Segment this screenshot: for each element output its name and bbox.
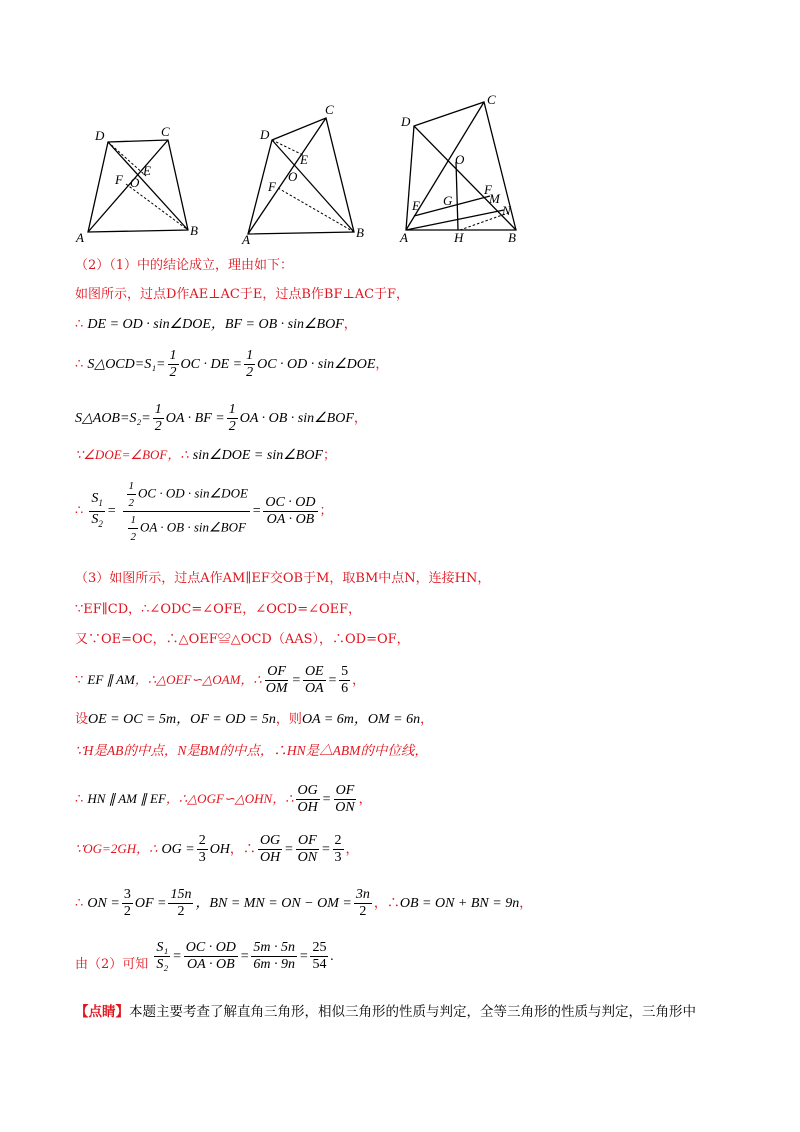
fraction-oc-od: $\frac{OC \cdot OD}{OA \cdot OB}$: [265, 495, 316, 527]
frac-num: 1: [169, 348, 177, 363]
frac-den: 2: [154, 419, 162, 434]
fig3-label-c: C: [487, 92, 496, 107]
frac-num: 1: [246, 348, 254, 363]
punct: ，: [420, 712, 434, 727]
punct: .: [330, 949, 334, 964]
punct: ；: [322, 448, 336, 463]
fig1-label-d: D: [95, 128, 105, 143]
punct: ，: [345, 842, 359, 857]
similar-statement: ，∴△OEF∽△OAM，∴: [134, 672, 262, 687]
fraction: $\frac{\text{S₁}}{\text{S₂}}$: [156, 940, 169, 972]
line-on-bn-ob: [75, 887, 532, 920]
from-part2-text: 由（2）可知: [75, 957, 149, 972]
math-on: ON =: [87, 896, 120, 911]
fraction: $\frac{OC \cdot OD}{OA \cdot OB}$: [185, 940, 236, 972]
fraction: $\frac{3n}{2}$: [355, 887, 370, 919]
line-part2-heading: （2）（1）中的结论成立，理由如下：: [75, 258, 294, 273]
punct: ，: [343, 317, 357, 332]
fig3-label-d: D: [401, 114, 411, 129]
summary-note: [75, 1000, 696, 1020]
because-symbol: ∵: [75, 673, 84, 688]
fraction-half: [153, 402, 164, 435]
figure-1: [75, 124, 198, 245]
fraction-half: [168, 348, 179, 381]
fraction: $\frac{OG}{OH}$: [297, 783, 318, 815]
fig2-label-d: D: [260, 127, 270, 142]
fig2-label-o: O: [288, 169, 298, 184]
big-num-text: OC · OD · sin∠DOE: [138, 485, 248, 501]
frac-num: 1: [154, 402, 162, 417]
fraction-s1-s2: $\frac{S_1}{S_2}$: [91, 491, 103, 529]
fraction: $\frac{2}{3}$: [334, 833, 342, 865]
fig3-label-f: F: [484, 182, 492, 197]
fraction: $\frac{15n}{2}$: [170, 887, 192, 919]
note-text: 本题主要考查了解直角三角形，相似三角形的性质与判定，全等三角形的性质与判定，三角形中: [129, 1004, 696, 1020]
fig1-label-a: A: [76, 230, 84, 245]
figures-svg: [70, 92, 550, 252]
punct: ，: [352, 673, 366, 688]
math-of: OF =: [134, 896, 167, 911]
line-construction: 如图所示，过点D作AE⊥AC于E，过点B作BF⊥AC于F，: [75, 287, 410, 302]
figure-3: [399, 92, 516, 245]
fraction: $\frac{OF}{OM}$: [265, 664, 288, 696]
math-bn: ，BN = MN = ON − OM =: [195, 896, 352, 911]
fraction-half: [244, 348, 255, 381]
fraction-big-ratio: [123, 478, 250, 545]
fig1-label-f: F: [115, 172, 123, 187]
math-s2-label: S△AOB=S₂=: [75, 411, 151, 426]
line-sine-relations: [75, 316, 357, 334]
fraction: $\frac{5m \cdot 5n}{6m \cdot 9n}$: [253, 940, 295, 972]
line-area-s2: [75, 402, 367, 435]
math-set-2: OA = 6m，OM = 6n: [301, 712, 421, 727]
fig3-label-b: B: [508, 230, 516, 245]
math-oa-ob-sin: OA · OB · sin∠BOF: [239, 411, 354, 426]
line-equal-angles: [75, 446, 336, 465]
therefore-symbol: ∴: [75, 503, 84, 519]
frac-den: 2: [246, 365, 254, 380]
math-hn-am-ef: HN ∥ AM ∥ EF: [87, 791, 166, 806]
fig2-label-f: F: [268, 179, 276, 194]
math-oc-de: OC · DE =: [180, 357, 243, 372]
frac-den: 2: [169, 365, 177, 380]
math-oa-bf: OA · BF =: [165, 411, 225, 426]
big-num: $\frac{1}{2}$ OC · OD · sin∠DOE: [123, 478, 250, 512]
frac-den: 2: [228, 419, 236, 434]
set-text: 设: [75, 712, 89, 727]
fig2-label-e: E: [300, 152, 308, 167]
fraction: $\frac{OG}{OH}$: [259, 833, 281, 865]
line-og-ratio: ∵OG=2GH，∴ OG = $\frac{2}{3}$ OH，∴ $\frac{OG}{OH}$ = $\frac{OF}{ON}$ = $\frac{2}{3}$ ，: [75, 833, 359, 865]
math-sin-equal: sin∠DOE = sin∠BOF: [192, 448, 323, 463]
math-set-1: OE = OC = 5m，OF = OD = 5n: [88, 712, 276, 727]
fig3-label-m: M: [489, 191, 500, 206]
fig1-label-e: E: [143, 163, 151, 178]
fig3-label-a: A: [400, 230, 408, 245]
fraction: $\frac{OF}{ON}$: [335, 783, 355, 815]
math-s1-label: S△OCD=S₁=: [87, 357, 166, 372]
therefore-symbol: ∴: [75, 792, 84, 807]
math-ob: OB = ON + BN = 9n: [399, 896, 520, 911]
line-similar-oam: ∵ EF ∥ AM，∴△OEF∽△OAM，∴ $\frac{OF}{OM}$ = $\frac{OE}{OA}$ = $\frac{5}{6}$ ，: [75, 664, 366, 696]
figure-2: [241, 102, 364, 247]
line-midline: ∵H是AB的中点，N是BM的中点，∴HN是△ABM的中位线，: [75, 743, 428, 758]
line-set-variables: [75, 711, 433, 729]
punct: ，: [353, 411, 367, 426]
therefore-text: ，∴: [229, 842, 256, 857]
fig1-label-b: B: [190, 223, 198, 238]
fraction-half: [227, 402, 238, 435]
line-congruent: 又∵OE=OC，∴△OEF≌△OCD（AAS），∴OD=OF，: [75, 632, 410, 647]
punct: ；: [319, 503, 333, 519]
line-ratio: ∴ $\frac{S_1}{S_2}$ = $\frac{1}{2}$ OC · OD · sin∠DOE $\frac{1}{2}$ OA · OB · sin∠BOF = $\frac{OC \cdot OD}{OA \cdot OB}$ ；: [75, 480, 333, 543]
fig2-label-c: C: [325, 102, 334, 117]
therefore-symbol: ∴: [75, 317, 84, 332]
then-text: ，则: [275, 712, 302, 727]
therefore-text: ，∴: [373, 896, 400, 911]
equal-angle-statement: ∵∠DOE=∠BOF，∴: [75, 447, 189, 462]
fig3-label-n: N: [502, 203, 511, 218]
line-area-s1: [75, 348, 388, 381]
therefore-symbol: ∴: [75, 357, 84, 372]
fig3-label-e: E: [412, 198, 420, 213]
big-den-text: OA · OB · sin∠BOF: [139, 519, 246, 535]
og-statement: ∵OG=2GH，∴: [75, 841, 158, 856]
frac-num: 1: [228, 402, 236, 417]
fig3-label-o: O: [455, 152, 465, 167]
fig2-label-a: A: [242, 232, 250, 247]
fraction: $\frac{OE}{OA}$: [304, 664, 324, 696]
line-similar-ohn: ∴ HN ∥ AM ∥ EF，∴△OGF∽△OHN，∴ $\frac{OG}{OH}$ = $\frac{OF}{ON}$ ，: [75, 783, 372, 815]
fraction: $\frac{2}{3}$: [198, 833, 206, 865]
punct: ，: [358, 792, 372, 807]
line-part3-heading: （3）如图所示，过点A作AM∥EF交OB于M，取BM中点N，连接HN，: [75, 571, 491, 586]
punct: ，: [519, 896, 533, 911]
big-den: $\frac{1}{2}$ OA · OB · sin∠BOF: [130, 514, 246, 543]
math-oh: OH: [209, 842, 230, 857]
fraction: $\frac{25}{54}$: [312, 940, 327, 972]
math-ef-am: EF ∥ AM: [87, 672, 135, 687]
fraction: $\frac{OF}{ON}$: [297, 833, 318, 865]
note-tag: 【点睛】: [75, 1004, 129, 1020]
fig2-label-b: B: [356, 225, 364, 240]
fraction: $\frac{3}{2}$: [123, 887, 131, 919]
math-oc-od-sin: OC · OD · sin∠DOE: [257, 357, 376, 372]
fig1-label-c: C: [161, 124, 170, 139]
geometry-figures: [70, 92, 550, 252]
fig3-label-h: H: [454, 230, 464, 245]
fraction: $\frac{5}{6}$: [341, 664, 349, 696]
similar-statement: ，∴△OGF∽△OHN，∴: [165, 791, 294, 806]
punct: ，: [375, 357, 389, 372]
math-og: OG =: [161, 842, 195, 857]
line-final-ratio: 由（2）可知 $\frac{\text{S₁}}{\text{S₂}}$ = $\frac{OC \cdot OD}{OA \cdot OB}$ = $\frac{5m \cdot 5n}{6m \cdot 9n}$ = $\frac{25}{54}$ .: [75, 940, 334, 972]
therefore-symbol: ∴: [75, 896, 84, 911]
math-de-bf: DE = OD · sin∠DOE，BF = OB · sin∠BOF: [87, 317, 344, 332]
line-parallel-angles: ∵EF∥CD，∴∠ODC=∠OFE，∠OCD=∠OEF，: [75, 602, 362, 617]
fig3-label-g: G: [443, 193, 453, 208]
fig1-label-o: O: [130, 175, 140, 190]
